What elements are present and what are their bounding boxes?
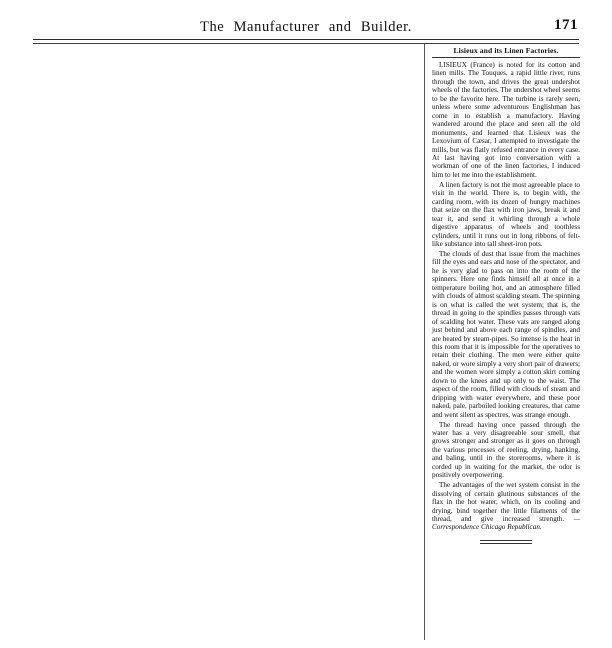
end-of-article-ornament	[480, 540, 532, 544]
article-paragraph	[432, 61, 580, 179]
article-lisieux	[432, 46, 580, 544]
paragraph-text: LISIEUX (France) is noted for its cotton and linen mills. The Touques, a rapid little river, runs through the town, and drives the great undershot wheels of the factories. The undershot wheel seems to be the favorite here. The turbine is rarely seen, unless where some adventurous Englishman has come in to establish a manufactory. Having wandered around the place and seen all the old monuments, and learned that Lisieux was the Lexovium of Cæsar, I attempted to investigate the mills, but was flatly refused entrance in every case. At last having got into conversation with a workman of one of the linen factories, I induced him to let me into the establishment.	[432, 61, 580, 179]
article-paragraph	[432, 181, 580, 249]
paragraph-text: The thread having once passed through the water has a very disagreeable sour smell, that grows stronger and stronger as it goes on through the various processes of reeling, drying, hanking, and baling, until in the storerooms, where it is corded up in waiting for the market, the odor is positively overpowering.	[432, 420, 580, 480]
article-heading: Lisieux and its Linen Factories.	[453, 46, 559, 55]
article-signature: —Correspondence Chicago Republican.	[432, 515, 580, 532]
article-paragraph	[432, 421, 580, 480]
paragraph-text: The advantages of the wet system consist in the dissolving of certain glutinous substances of the flax in the hot water, which, on its cooling and drying, bind together the little filaments of the thread, and give increased strength.	[432, 481, 580, 524]
running-head	[32, 18, 580, 36]
left-column-blank	[33, 46, 417, 640]
page-number: 171	[554, 17, 578, 33]
header-rule-lower	[33, 43, 579, 44]
paragraph-text: A linen factory is not the most agreeable place to visit in the world. There is, to begin with, the carding room, with its dozen of hungry machines that seize on the flax with iron jaws, break it and tear it, and send it whirling through a whole digestive apparatus of wheels and toothless cylinders, until it runs out in long ribbons of felt-like substance into tall sheet-iron pots.	[432, 180, 580, 249]
running-head-title: The Manufacturer and Builder.	[200, 19, 412, 35]
article-paragraph-final	[432, 481, 580, 532]
heading-rule	[432, 57, 580, 58]
header-rule-upper	[33, 39, 579, 40]
column-separator-rule	[424, 44, 425, 640]
article-paragraph	[432, 250, 580, 419]
paragraph-text: The clouds of dust that issue from the machines fill the eyes and ears and nose of the spectator, and he is very glad to pass on into the room of the spinners. Here one finds himself all at once in a temperature boiling hot, and an atmosphere filled with clouds of almost scalding steam. The spinning is on what is called the wet system; that is, the thread in going to the spindles passes through vats of scalding hot water. These vats are ranged along just behind and above each range of spindles, and are heated by steam-pipes. So intense is the heat in this room that it is impossible for the operatives to retain their clothing. The men were either quite naked, or wore simply a very short pair of drawers; and the women wore simply a cotton skirt coming down to the knees and up only to the waist. The aspect of the room, filled with clouds of steam and dripping with water everywhere, and these poor naked, pale, parboiled looking creatures, that came and went silent as spectres, was strange enough.	[432, 249, 580, 419]
